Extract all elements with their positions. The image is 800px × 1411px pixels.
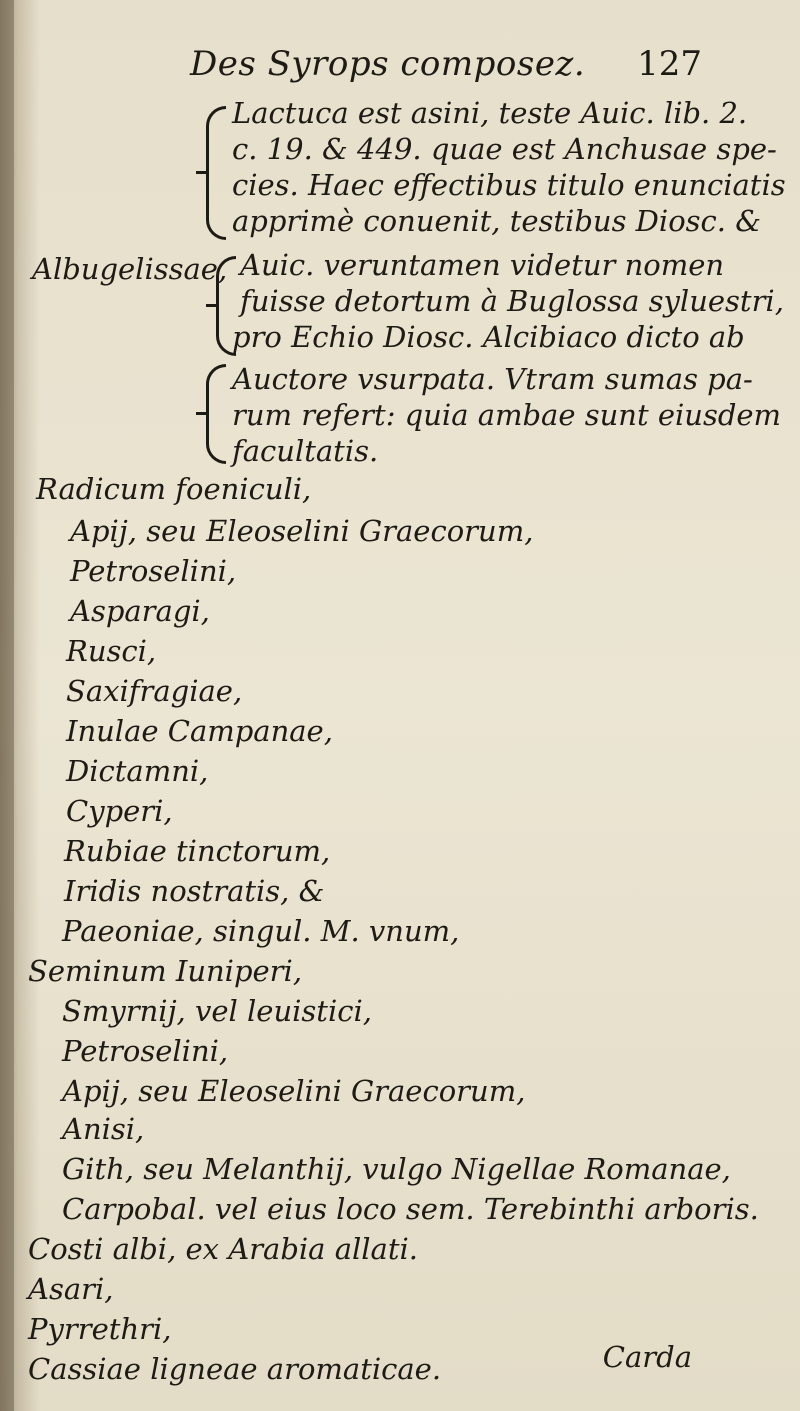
brace-2-tip (206, 304, 216, 307)
note-line-7: pro Echio Diosc. Alcibiaco dicto ab (232, 320, 745, 354)
recipe-item: Costi albi, ex Arabia allati. (28, 1232, 418, 1266)
recipe-item: Iridis nostratis, & (64, 874, 325, 908)
recipe-item: Radicum foeniculi, (36, 472, 312, 506)
note-line-4: apprimè conuenit, testibus Diosc. & (232, 204, 762, 238)
recipe-item: Rusci, (66, 634, 157, 668)
recipe-item: Petroselini, (62, 1034, 229, 1068)
recipe-item: Asparagi, (70, 594, 210, 628)
page-header (190, 44, 710, 90)
page-number: 127 (637, 44, 702, 84)
recipe-item: Petroselini, (70, 554, 237, 588)
brace-1-tip (196, 171, 206, 174)
recipe-item: Inulae Campanae, (66, 714, 333, 748)
recipe-item: Dictamni, (66, 754, 209, 788)
recipe-item: Seminum Iuniperi, (28, 954, 303, 988)
recipe-item: Paeoniae, singul. M. vnum, (62, 914, 460, 948)
brace-1 (206, 106, 226, 240)
recipe-item: Rubiae tinctorum, (64, 834, 331, 868)
side-label: Albugelissae, (32, 252, 228, 286)
recipe-item: Apij, seu Eleoselini Graecorum, (70, 514, 534, 548)
note-line-9: rum refert: quia ambae sunt eiusdem (232, 398, 782, 432)
recipe-item: Saxifragiae, (66, 674, 243, 708)
note-line-2: c. 19. & 449. quae est Anchusae spe- (232, 132, 777, 166)
running-title: Des Syrops composez. (190, 44, 586, 84)
note-line-3: cies. Haec effectibus titulo enunciatis (232, 168, 786, 202)
brace-3-tip (196, 412, 206, 415)
recipe-item: Apij, seu Eleoselini Graecorum, (62, 1074, 526, 1108)
recipe-item: Cassiae ligneae aromaticae. (28, 1352, 442, 1386)
note-line-5: Auic. veruntamen videtur nomen (240, 248, 725, 282)
note-line-1: Lactuca est asini, teste Auic. lib. 2. (232, 96, 748, 130)
note-line-6: fuisse detortum à Buglossa syluestri, (240, 284, 784, 318)
recipe-item: Smyrnij, vel leuistici, (62, 994, 372, 1028)
note-line-8: Auctore vsurpata. Vtram sumas pa- (232, 362, 753, 396)
recipe-item: Pyrrethri, (28, 1312, 172, 1346)
note-line-10: facultatis. (232, 434, 379, 468)
brace-3 (206, 364, 226, 464)
recipe-item: Carpobal. vel eius loco sem. Terebinthi arboris. (62, 1192, 759, 1226)
page-gutter-shadow (0, 0, 14, 1411)
recipe-item: Anisi, (62, 1112, 145, 1146)
recipe-item: Cyperi, (66, 794, 173, 828)
recipe-item: Asari, (28, 1272, 114, 1306)
recipe-item: Gith, seu Melanthij, vulgo Nigellae Romanae, (62, 1152, 731, 1186)
catchword: Carda (602, 1340, 692, 1374)
